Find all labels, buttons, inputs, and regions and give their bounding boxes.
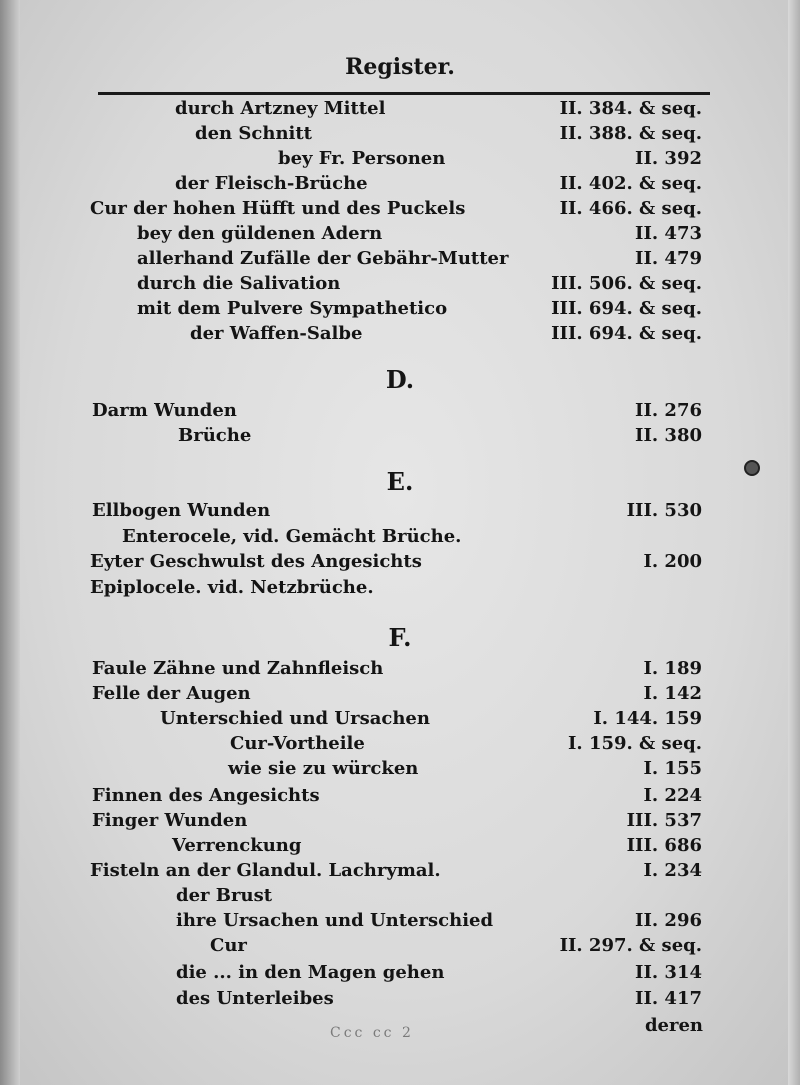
entry-text: wie sie zu würcken [228, 758, 419, 779]
header-rule [98, 92, 710, 95]
entry-text: Faule Zähne und Zahnfleisch [92, 658, 384, 679]
entry-reference: I. 234 [643, 860, 702, 881]
page-header: Register. [345, 54, 455, 80]
entry-reference: II. 314 [635, 962, 702, 983]
entry-text: mit dem Pulvere Sympathetico [137, 298, 448, 319]
entry-text: bey den güldenen Adern [137, 223, 383, 244]
index-entry [0, 860, 800, 885]
entry-reference: II. 402. & seq. [559, 173, 702, 194]
ink-blot [744, 460, 760, 476]
entry-text: bey Fr. Personen [278, 148, 446, 169]
entry-reference: II. 473 [635, 223, 702, 244]
index-entry [0, 173, 800, 198]
entry-reference: II. 417 [635, 988, 702, 1009]
entry-text: Epiplocele. vid. Netzbrüche. [90, 577, 374, 598]
catchword: deren [644, 1015, 703, 1036]
entry-text: des Unterleibes [176, 988, 334, 1009]
entry-reference: II. 297. & seq. [559, 935, 702, 956]
entry-reference: I. 155 [643, 758, 702, 779]
index-entry [0, 425, 800, 450]
entry-reference: I. 142 [643, 683, 702, 704]
index-entry [0, 708, 800, 733]
index-entry [0, 810, 800, 835]
index-entry [0, 683, 800, 708]
index-entry [0, 323, 800, 348]
entry-text: Cur [210, 935, 247, 956]
index-entry [0, 910, 800, 935]
entry-text: Unterschied und Ursachen [160, 708, 430, 729]
entry-text: den Schnitt [195, 123, 312, 144]
entry-reference: II. 380 [635, 425, 702, 446]
entry-text: der Waffen-Salbe [190, 323, 363, 344]
index-entry [0, 758, 800, 783]
index-entry [0, 123, 800, 148]
entry-text: der Fleisch-Brüche [175, 173, 368, 194]
entry-reference: II. 296 [635, 910, 702, 931]
entry-text: die ... in den Magen gehen [176, 962, 445, 983]
index-entry [0, 785, 800, 810]
entry-text: Ellbogen Wunden [92, 500, 271, 521]
index-entry [0, 988, 800, 1013]
index-entry [0, 198, 800, 223]
entry-reference: III. 694. & seq. [551, 298, 702, 319]
entry-text: durch die Salivation [137, 273, 341, 294]
entry-reference: I. 200 [643, 551, 702, 572]
entry-reference: III. 694. & seq. [551, 323, 702, 344]
entry-reference: I. 159. & seq. [567, 733, 702, 754]
index-entry [0, 962, 800, 987]
entry-reference: III. 506. & seq. [551, 273, 702, 294]
index-entry [0, 733, 800, 758]
entry-text: Finger Wunden [92, 810, 248, 831]
index-entry [0, 500, 800, 525]
index-entry [0, 835, 800, 860]
entry-text: der Brust [176, 885, 273, 906]
entry-reference: II. 466. & seq. [559, 198, 702, 219]
index-entry [0, 248, 800, 273]
entry-text: Finnen des Angesichts [92, 785, 320, 806]
section-letter: F. [388, 623, 412, 652]
index-entry [0, 98, 800, 123]
entry-text: Brüche [178, 425, 252, 446]
entry-reference: II. 384. & seq. [559, 98, 702, 119]
index-entry [0, 885, 800, 910]
entry-reference: I. 189 [643, 658, 702, 679]
entry-text: Verrenckung [172, 835, 302, 856]
entry-reference: II. 479 [635, 248, 702, 269]
entry-text: Eyter Geschwulst des Angesichts [90, 551, 422, 572]
bleed-through-signature: Ccc cc 2 [330, 1025, 414, 1041]
index-entry [0, 148, 800, 173]
entry-reference: III. 530 [626, 500, 702, 521]
index-entry [0, 298, 800, 323]
section-letter: E. [386, 467, 414, 496]
entry-reference: III. 537 [626, 810, 702, 831]
section-letter: D. [385, 365, 415, 394]
index-entry [0, 400, 800, 425]
entry-text: durch Artzney Mittel [175, 98, 386, 119]
index-entry [0, 551, 800, 576]
entry-text: Enterocele, vid. Gemächt Brüche. [122, 526, 462, 547]
entry-text: allerhand Zufälle der Gebähr-Mutter [137, 248, 509, 269]
index-entry [0, 658, 800, 683]
entry-text: ihre Ursachen und Unterschied [176, 910, 494, 931]
entry-text: Darm Wunden [92, 400, 237, 421]
entry-text: Felle der Augen [92, 683, 251, 704]
entry-reference: II. 392 [635, 148, 702, 169]
entry-text: Cur der hohen Hüfft und des Puckels [90, 198, 466, 219]
entry-reference: III. 686 [626, 835, 702, 856]
entry-text: Cur-Vortheile [230, 733, 365, 754]
index-entry [0, 273, 800, 298]
entry-reference: I. 224 [643, 785, 702, 806]
index-entry [0, 935, 800, 960]
index-entry [0, 526, 800, 551]
index-entry [0, 577, 800, 602]
entry-reference: II. 388. & seq. [559, 123, 702, 144]
entry-reference: II. 276 [635, 400, 702, 421]
entry-text: Fisteln an der Glandul. Lachrymal. [90, 860, 441, 881]
entry-reference: I. 144. 159 [593, 708, 702, 729]
index-entry [0, 223, 800, 248]
